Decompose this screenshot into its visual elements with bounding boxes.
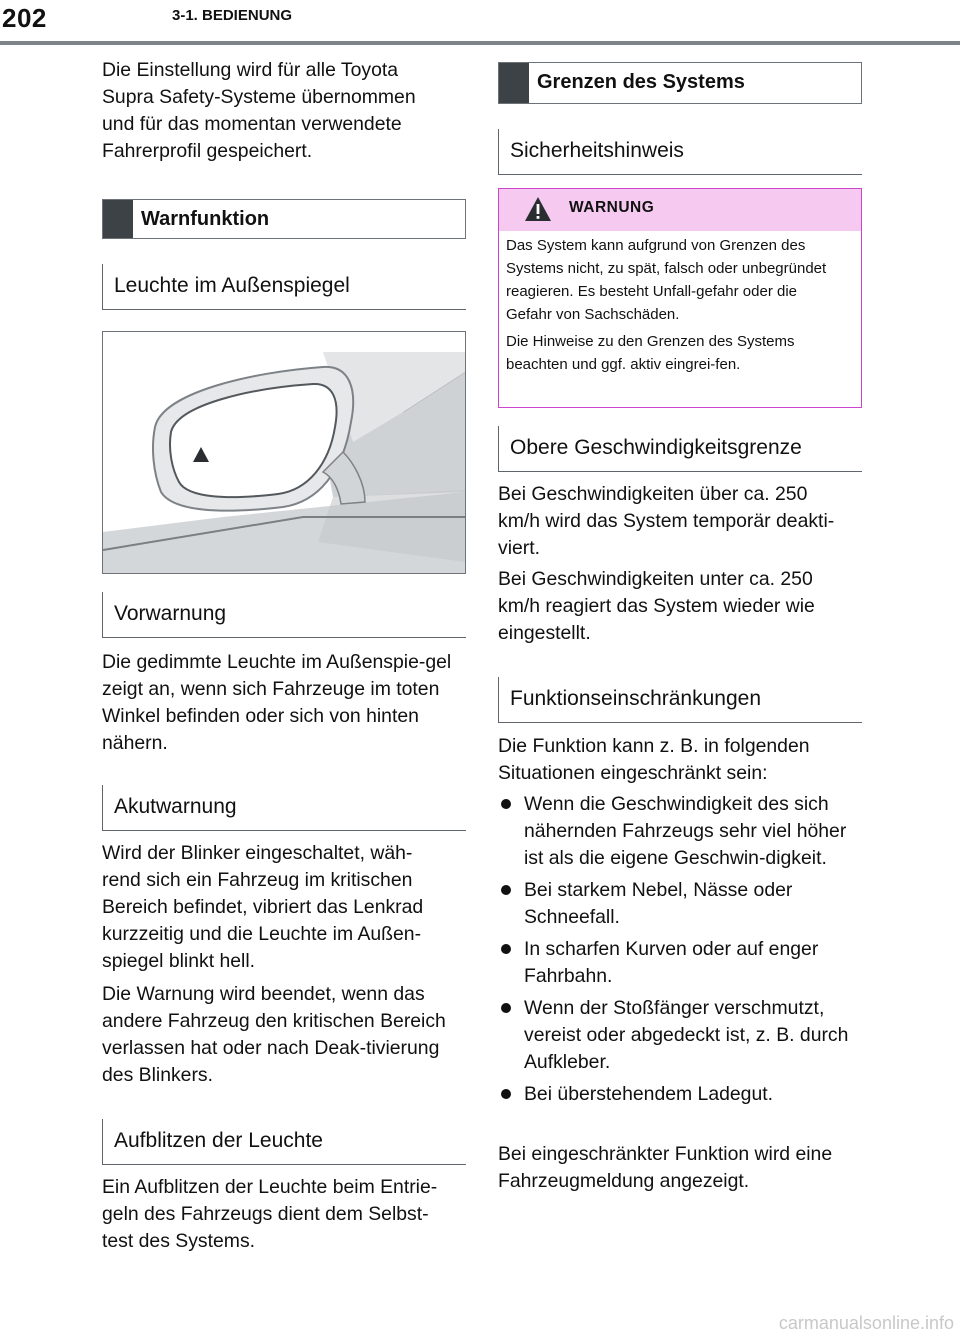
list-item (498, 995, 862, 1076)
bullet-icon (501, 944, 511, 954)
subheading-funktion (498, 677, 862, 723)
aufblitzen-text: Ein Aufblitzen der Leuchte beim Entrie-geln des Fahrzeugs dient dem Selbst-test des Systems. (102, 1176, 438, 1252)
subheading-aufblitzen (102, 1119, 466, 1165)
subheading-sicherheit (498, 129, 862, 175)
heading-warnfunktion (102, 199, 466, 239)
heading-text: Warnfunktion (141, 208, 270, 230)
subheading-obere (498, 426, 862, 472)
obere-text-1: Bei Geschwindigkeiten über ca. 250 km/h wird das System temporär deakti-viert. (498, 483, 835, 559)
akutwarnung-text-2: Die Warnung wird beendet, wenn das andere Fahrzeug den kritischen Bereich verlassen hat oder nach Deak-tivierung des Blinkers. (102, 983, 446, 1086)
funktion-outro: Bei eingeschränkter Funktion wird eine Fahrzeugmeldung angezeigt. (498, 1143, 833, 1192)
list-item-text: Wenn die Geschwindigkeit des sich nähernden Fahrzeugs sehr viel höher ist als die eigene Geschwin-digkeit. (524, 793, 847, 869)
heading-bar (103, 200, 133, 238)
subheading-text: Obere Geschwindigkeitsgrenze (510, 436, 802, 459)
list-item (498, 877, 862, 931)
subheading-text: Leuchte im Außenspiegel (114, 274, 350, 297)
warning-text-1: Das System kann aufgrund von Grenzen des Systems nicht, zu spät, falsch oder unbegründet reagieren. Es besteht Unfall-gefahr oder die Gefahr von Sachschäden. (506, 237, 827, 323)
page-header (0, 0, 960, 46)
bullet-icon (501, 885, 511, 895)
intro-text: Die Einstellung wird für alle Toyota Supra Safety-Systeme übernommen und für das momentan verwendete Fahrerprofil gespeichert. (102, 59, 416, 162)
warning-header (499, 189, 861, 231)
subheading-text: Funktionseinschränkungen (510, 687, 761, 710)
watermark: carmanualsonline.info (778, 1313, 954, 1333)
bullet-icon (501, 1089, 511, 1099)
list-item-text: Bei starkem Nebel, Nässe oder Schneefall. (524, 879, 793, 928)
obere-text-2: Bei Geschwindigkeiten unter ca. 250 km/h reagiert das System wieder wie eingestellt. (498, 568, 815, 644)
mirror-illustration (102, 331, 466, 574)
vorwarnung-text: Die gedimmte Leuchte im Außenspie-gel zeigt an, wenn sich Fahrzeuge im toten Winkel befinden oder sich von hinten nähern. (102, 651, 452, 754)
akutwarnung-text-1: Wird der Blinker eingeschaltet, wäh-rend sich ein Fahrzeug im kritischen Bereich befindet, vibriert das Lenkrad kurzzeitig und die Leuchte im Außen-spiegel blinkt hell. (102, 842, 424, 972)
subheading-text: Vorwarnung (114, 602, 227, 625)
subheading-text: Sicherheitshinweis (510, 139, 684, 162)
subheading-akutwarnung (102, 785, 466, 831)
list-item (498, 936, 862, 990)
heading-grenzen (498, 62, 862, 104)
subheading-leuchte (102, 264, 466, 310)
heading-bar (499, 63, 529, 103)
subheading-vorwarnung (102, 592, 466, 638)
bullet-icon (501, 799, 511, 809)
subheading-text: Aufblitzen der Leuchte (114, 1129, 323, 1152)
list-item (498, 791, 862, 872)
warning-box (498, 188, 862, 408)
list-item-text: Wenn der Stoßfänger verschmutzt, vereist oder abgedeckt ist, z. B. durch Aufkleber. (524, 997, 849, 1073)
warning-text-2: Die Hinweise zu den Grenzen des Systems beachten und ggf. aktiv eingrei-fen. (506, 333, 795, 373)
page-number: 202 (2, 3, 47, 33)
list-item-text: In scharfen Kurven oder auf enger Fahrbahn. (524, 938, 819, 987)
warning-triangle-icon (523, 195, 553, 223)
bullet-icon (501, 1003, 511, 1013)
section-label: 3-1. BEDIENUNG (172, 7, 293, 24)
subheading-text: Akutwarnung (114, 795, 237, 818)
header-rule (0, 41, 960, 45)
funktion-intro: Die Funktion kann z. B. in folgenden Situationen eingeschränkt sein: (498, 735, 810, 784)
heading-text: Grenzen des Systems (537, 71, 745, 93)
list-item-text: Bei überstehendem Ladegut. (524, 1083, 774, 1105)
warning-label: WARNUNG (569, 199, 655, 216)
limitations-list (498, 791, 862, 1113)
list-item (498, 1081, 862, 1108)
mirror-image (103, 332, 465, 573)
